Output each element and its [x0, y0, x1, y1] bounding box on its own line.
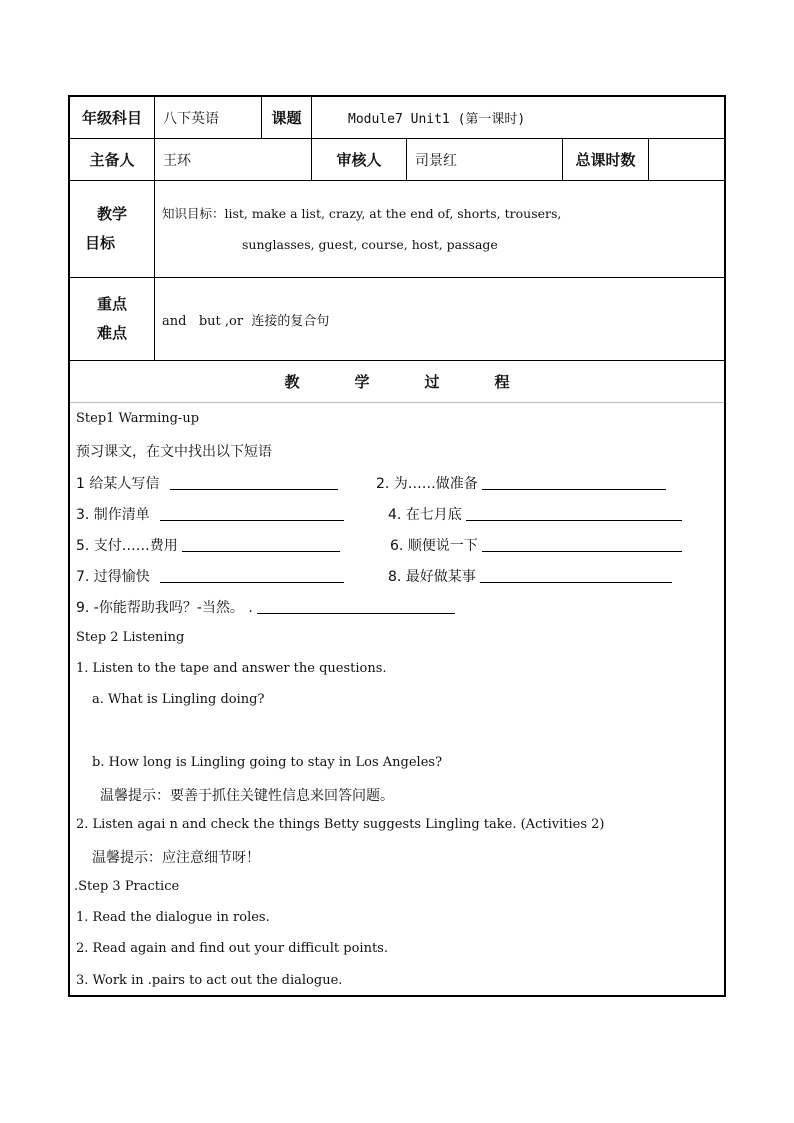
preparer-value: 王环 — [155, 139, 312, 180]
phrase-item — [76, 504, 344, 524]
step2-question-1: 1. Listen to the tape and answer the questions. — [76, 661, 387, 676]
phrase-label: 7. 过得愉快 — [76, 569, 150, 585]
process-title-row — [70, 361, 724, 403]
goals-label-line-2: 目标 — [84, 234, 115, 252]
key-points-row — [70, 278, 724, 361]
phrase-label: 1 给某人写信 — [76, 476, 160, 492]
phrase-item — [76, 535, 340, 555]
process-title-char-4: 程 — [494, 373, 510, 391]
goals-label-line-1: 教学 — [96, 205, 127, 223]
reviewer-value: 司景红 — [407, 139, 563, 180]
answer-blank — [482, 537, 682, 552]
key-points-label-line-1: 重点 — [96, 295, 127, 313]
grade-value: 八下英语 — [155, 97, 262, 138]
hours-label: 总课时数 — [563, 139, 649, 180]
topic-label: 课题 — [262, 97, 312, 138]
step2-question-b: b. How long is Lingling going to stay in Los Angeles? — [92, 755, 443, 770]
phrase-label: 4. 在七月底 — [388, 507, 462, 523]
header-row-1 — [70, 97, 724, 139]
header-row-2 — [70, 139, 724, 181]
answer-blank — [160, 568, 344, 583]
answer-blank — [482, 475, 666, 490]
grade-label: 年级科目 — [70, 97, 155, 138]
phrase-item — [76, 473, 338, 493]
process-title — [70, 361, 724, 402]
step2-title: Step 2 Listening — [76, 630, 185, 645]
process-title-char-1: 教 — [284, 373, 300, 391]
step1-title: Step1 Warming-up — [76, 411, 200, 426]
process-title-char-2: 学 — [354, 373, 370, 391]
phrase-item — [376, 473, 666, 493]
phrase-item — [76, 597, 455, 617]
phrase-label: 5. 支付……费用 — [76, 538, 178, 554]
key-points-label — [70, 278, 155, 360]
key-points-content: and but ,or 连接的复合句 — [162, 313, 330, 329]
phrase-label: 3. 制作清单 — [76, 507, 150, 523]
hours-value — [649, 139, 724, 180]
phrase-label: 8. 最好做某事 — [388, 569, 476, 585]
reviewer-label: 审核人 — [312, 139, 407, 180]
step2-tip-1: 温馨提示：要善于抓住关键性信息来回答问题。 — [100, 788, 394, 804]
goals-label — [70, 181, 155, 277]
lesson-plan-table — [68, 95, 726, 997]
step2-question-2: 2. Listen agai n and check the things Betty suggests Lingling take. (Activities 2) — [76, 817, 605, 832]
goals-row — [70, 181, 724, 278]
step2-tip-2: 温馨提示：应注意细节呀！ — [92, 850, 260, 866]
step2-question-a: a. What is Lingling doing? — [92, 692, 265, 707]
phrase-label: 6. 顺便说一下 — [390, 538, 478, 554]
step3-item-2: 2. Read again and find out your difficult points. — [76, 941, 388, 956]
step1-intro: 预习课文，在文中找出以下短语 — [76, 444, 272, 460]
goals-line-2: sunglasses, guest, course, host, passage — [242, 237, 498, 252]
topic-value: Module7 Unit1 (第一课时) — [348, 112, 526, 127]
step3-title: .Step 3 Practice — [74, 879, 180, 894]
phrase-item — [76, 566, 344, 586]
answer-blank — [160, 506, 344, 521]
phrase-label: 2. 为……做准备 — [376, 476, 478, 492]
step3-item-1: 1. Read the dialogue in roles. — [76, 910, 270, 925]
key-points-label-line-2: 难点 — [96, 324, 127, 342]
phrase-item — [388, 566, 672, 586]
answer-blank — [480, 568, 672, 583]
phrase-label: 9. -你能帮助我吗？-当然。 . — [76, 600, 253, 616]
answer-blank — [170, 475, 338, 490]
preparer-label: 主备人 — [70, 139, 155, 180]
goals-line-1: 知识目标：list, make a list, crazy, at the end of, shorts, trousers, — [162, 206, 562, 221]
answer-blank — [466, 506, 682, 521]
phrase-item — [388, 504, 682, 524]
process-title-char-3: 过 — [424, 373, 440, 391]
goals-content — [155, 181, 724, 277]
phrase-item — [390, 535, 682, 555]
answer-blank — [257, 599, 455, 614]
answer-blank — [182, 537, 340, 552]
step3-item-3: 3. Work in .pairs to act out the dialogue. — [76, 973, 343, 988]
